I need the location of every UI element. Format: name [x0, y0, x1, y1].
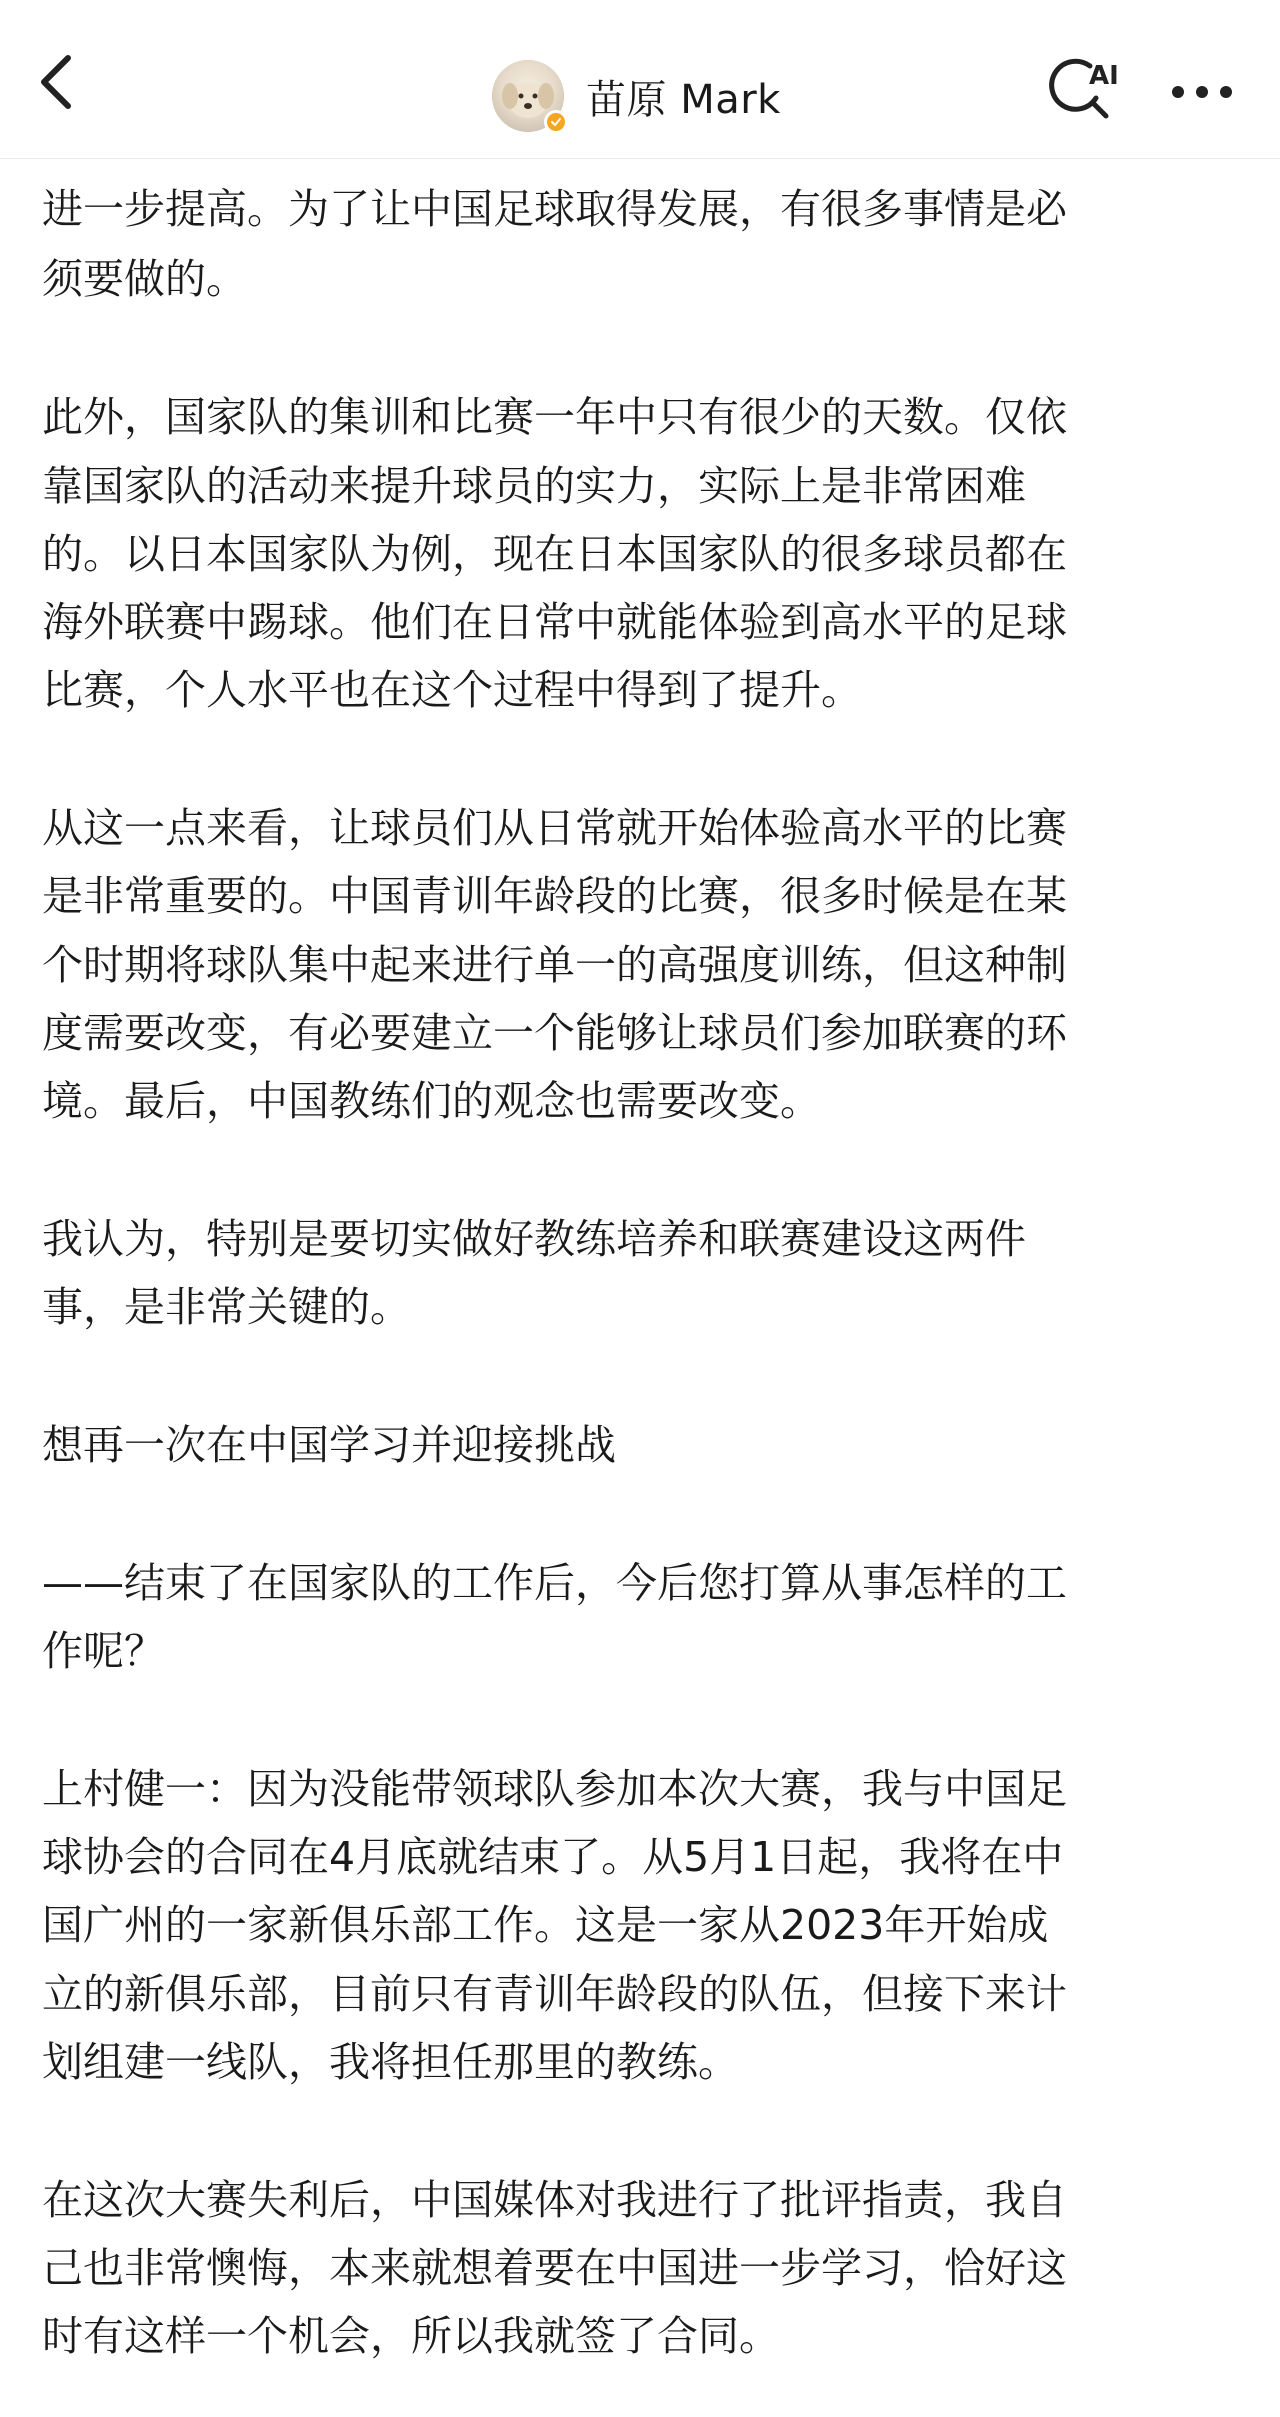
article-line: 海外联赛中踢球。他们在日常中就能体验到高水平的足球 — [42, 598, 1067, 646]
article-line: 国广州的一家新俱乐部工作。这是一家从2023年开始成 — [42, 1901, 1049, 1949]
more-dots-icon — [1170, 84, 1234, 100]
article-line: 事，是非常关键的。 — [42, 1283, 411, 1331]
ai-label: AI — [1089, 61, 1119, 91]
article-line: 时有这样一个机会，所以我就签了合同。 — [42, 2312, 780, 2360]
author-name[interactable]: 苗原 Mark — [586, 76, 781, 123]
article-line: 立的新俱乐部，目前只有青训年龄段的队伍，但接下来计 — [42, 1970, 1067, 2018]
article-line: 的。以日本国家队为例，现在日本国家队的很多球员都在 — [42, 530, 1067, 578]
article-line: 此外，国家队的集训和比赛一年中只有很少的天数。仅依 — [42, 393, 1067, 441]
section-heading: 想再一次在中国学习并迎接挑战 — [42, 1421, 616, 1469]
article-line: 进一步提高。为了让中国足球取得发展，有很多事情是必 — [42, 185, 1067, 233]
ai-search-icon — [1046, 52, 1122, 128]
more-options-button[interactable] — [1164, 60, 1240, 124]
author-header[interactable] — [492, 58, 781, 134]
article-line: 在这次大赛失利后，中国媒体对我进行了批评指责，我自 — [42, 2176, 1067, 2224]
top-navigation-bar — [0, 0, 1280, 159]
article-line: 境。最后，中国教练们的观念也需要改变。 — [42, 1077, 821, 1125]
article-line: 球协会的合同在4月底就结束了。从5月1日起，我将在中 — [42, 1833, 1064, 1881]
article-line: 是非常重要的。中国青训年龄段的比赛，很多时候是在某 — [42, 872, 1067, 920]
back-button[interactable] — [24, 50, 88, 114]
interview-question: ——结束了在国家队的工作后，今后您打算从事怎样的工 — [42, 1559, 1067, 1607]
article-line: 上村健一：因为没能带领球队参加本次大赛，我与中国足 — [42, 1765, 1067, 1813]
article-line: 个时期将球队集中起来进行单一的高强度训练，但这种制 — [42, 941, 1067, 989]
article-line: 从这一点来看，让球员们从日常就开始体验高水平的比赛 — [42, 804, 1067, 852]
article-line: 己也非常懊悔，本来就想着要在中国进一步学习，恰好这 — [42, 2244, 1067, 2292]
verified-badge-icon — [544, 110, 568, 134]
article-line: 比赛，个人水平也在这个过程中得到了提升。 — [42, 666, 862, 714]
interview-question: 作呢？ — [42, 1627, 165, 1675]
article-line: 划组建一线队，我将担任那里的教练。 — [42, 2038, 739, 2086]
ai-search-button[interactable] — [1046, 52, 1122, 128]
article-line: 靠国家队的活动来提升球员的实力，实际上是非常困难 — [42, 462, 1026, 510]
chevron-left-icon — [36, 52, 76, 112]
article-line: 我认为，特别是要切实做好教练培养和联赛建设这两件 — [42, 1215, 1026, 1263]
article-line: 须要做的。 — [42, 255, 247, 303]
article-line: 度需要改变，有必要建立一个能够让球员们参加联赛的环 — [42, 1009, 1067, 1057]
article-body — [0, 158, 1280, 2417]
avatar[interactable] — [492, 60, 564, 132]
